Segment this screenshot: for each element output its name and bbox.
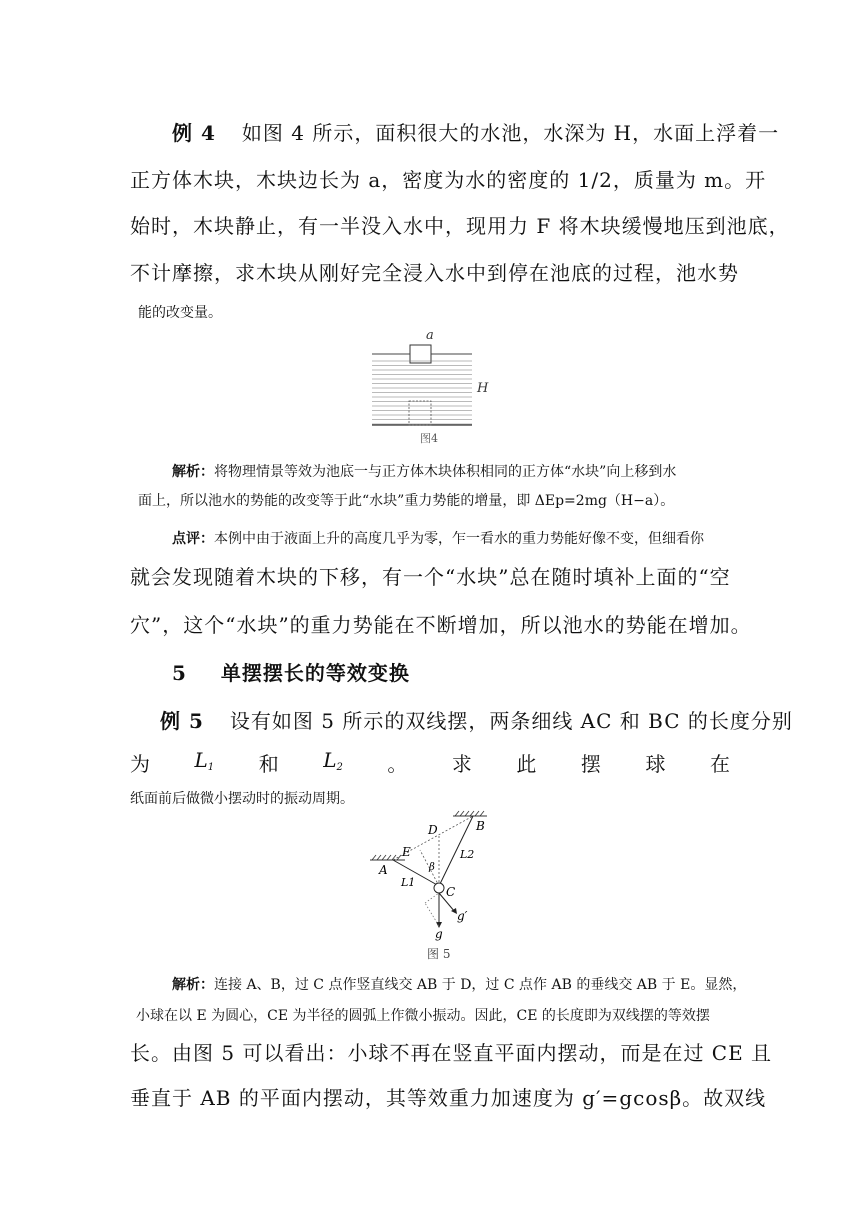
analysis-4-line-2: 面上，所以池水的势能的改变等于此“水块”重力势能的增量，即 ΔEp=2mg（H−a）。 [138, 493, 675, 509]
analysis-4-text-1: 将物理情景等效为池底一与正方体木块体积相同的正方体“水块”向上移到水 [214, 464, 677, 480]
pendulum-bob [434, 883, 444, 893]
figure-4-label-h: H [477, 381, 489, 396]
section-5-title: 单摆摆长的等效变换 [220, 661, 410, 685]
example-4-line-4: 不计摩擦，求木块从刚好完全浸入水中到停在池底的过程，池水势 [130, 261, 739, 285]
figure-4-caption: 图4 [420, 432, 438, 445]
figure-5-label-g-prime: g′ [457, 909, 468, 923]
water-lines [372, 361, 472, 424]
analysis-5-line-3: 长。由图 5 可以看出：小球不再在竖直平面内摆动，而是在过 CE 且 [130, 1041, 773, 1065]
word: 此 [516, 752, 537, 776]
figure-5-label-d: D [428, 823, 438, 837]
analysis-5-line-1 [172, 974, 746, 994]
figure-5-label-l1: L1 [401, 876, 416, 889]
word: 摆 [580, 752, 601, 776]
analysis-5-line-2: 小球在以 E 为圆心，CE 为半径的圆弧上作微小振动。因此，CE 的长度即为双线摆的等效摆 [136, 1008, 710, 1024]
example-5-line-2 [130, 748, 730, 777]
example-4-paragraph [172, 117, 779, 146]
section-5-heading [172, 657, 410, 686]
word: 为 [130, 752, 150, 776]
analysis-5-label: 解析： [172, 977, 214, 993]
figure-5-label-c: C [446, 885, 456, 899]
bottom-block [409, 401, 431, 425]
comment-4-line-1 [172, 528, 704, 548]
analysis-5-line-4: 垂直于 AB 的平面内摆动，其等效重力加速度为 g′=gcosβ。故双线 [130, 1086, 767, 1110]
section-5-number: 5 [172, 661, 187, 685]
figure-5-caption: 图 5 [427, 947, 451, 961]
symbol-l1: $L_1$ [194, 748, 215, 773]
figure-4 [360, 325, 510, 450]
example-5-label: 例 5 [160, 709, 204, 733]
comment-4-text-1: 本例中由于液面上升的高度几乎为零，乍一看水的重力势能好像不变，但细看你 [214, 531, 704, 547]
word: 球 [645, 752, 666, 776]
example-4-line-3: 始时，木块静止，有一半没入水中，现用力 F 将木块缓慢地压到池底， [130, 214, 790, 238]
figure-5-label-e: E [402, 845, 411, 859]
word: 在 [709, 752, 730, 776]
analysis-4-line-1 [172, 461, 676, 481]
word: 和 [258, 752, 279, 776]
example-5-line-3: 纸面前后做微小摆动时的振动周期。 [130, 791, 354, 807]
figure-4-label-a: a [426, 328, 434, 343]
figure-5-label-g: g [435, 927, 443, 941]
example-4-line-1: 如图 4 所示，面积很大的水池，水深为 H，水面上浮着一 [241, 121, 780, 145]
figure-5-label-l2: L2 [460, 848, 475, 861]
analysis-5-text-1: 连接 A、B，过 C 点作竖直线交 AB 于 D，过 C 点作 AB 的垂线交 AB 于 E。显然， [214, 977, 747, 993]
example-4-line-5: 能的改变量。 [138, 305, 222, 321]
example-4-label: 例 4 [172, 121, 216, 145]
comment-4-line-2: 就会发现随着木块的下移，有一个“水块”总在随时填补上面的“空 [130, 565, 731, 589]
example-4-line-2: 正方体木块，木块边长为 a，密度为水的密度的 1/2，质量为 m。开 [130, 168, 767, 192]
word: 。 [387, 752, 408, 776]
figure-5-label-beta: β [429, 862, 435, 873]
example-5-line-1: 设有如图 5 所示的双线摆，两条细线 AC 和 BC 的长度分别 [229, 709, 793, 733]
floating-block [410, 345, 431, 363]
symbol-l2: $L_2$ [323, 748, 343, 773]
word: 求 [451, 752, 472, 776]
comment-4-label: 点评： [172, 531, 214, 547]
figure-5 [365, 808, 515, 963]
figure-5-label-b: B [476, 819, 485, 833]
analysis-4-label: 解析： [172, 464, 214, 480]
figure-5-label-a: A [379, 863, 388, 877]
comment-4-line-3: 穴”，这个“水块”的重力势能在不断增加，所以池水的势能在增加。 [130, 613, 752, 637]
example-5-paragraph [160, 705, 793, 734]
